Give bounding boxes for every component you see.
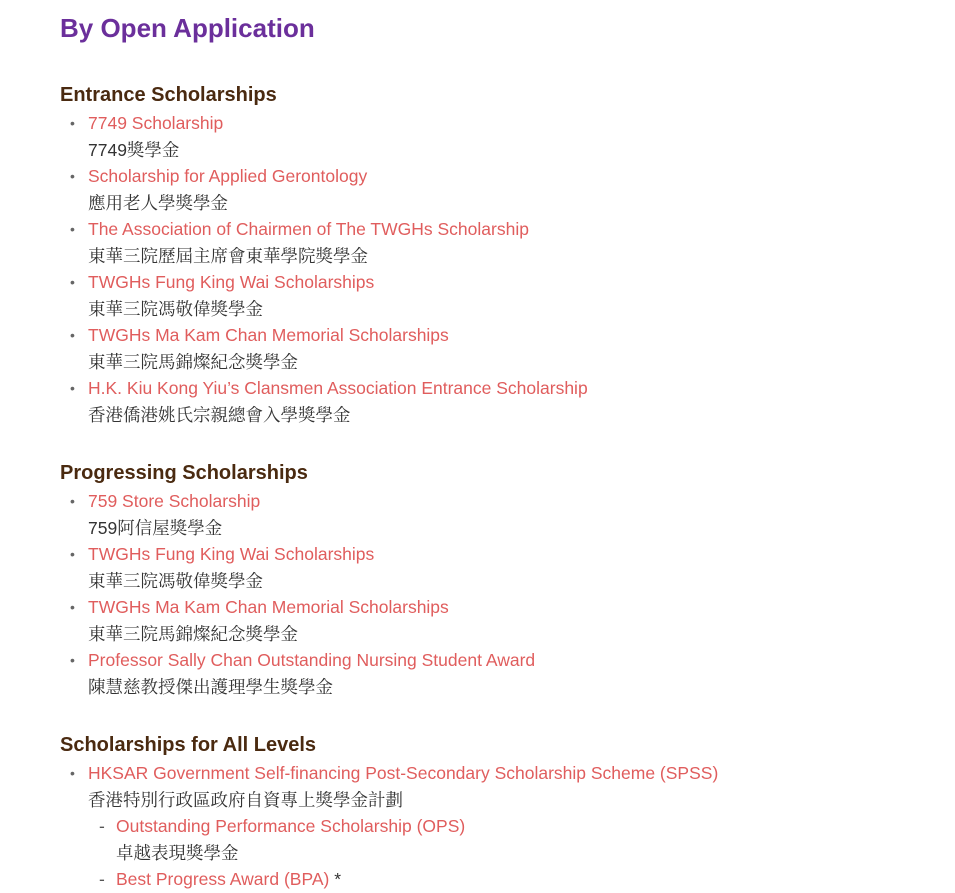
scholarship-link[interactable]: • TWGHs Fung King Wai Scholarships	[88, 544, 375, 564]
scholarship-link[interactable]: • The Association of Chairmen of The TWGHs Scholarship	[88, 219, 529, 239]
scholarship-link[interactable]: • 759 Store Scholarship	[88, 491, 261, 511]
chinese-name: 東華三院歷屆主席會東華學院獎學金	[88, 245, 368, 266]
chinese-name: 香港僑港姚氏宗親總會入學獎學金	[88, 404, 351, 425]
chinese-name: 759阿信屋獎學金	[88, 517, 223, 538]
scholarship-list	[60, 760, 940, 893]
scholarship-list	[60, 110, 940, 428]
list-item	[60, 163, 940, 216]
chinese-name: 東華三院馮敬偉獎學金	[88, 570, 263, 591]
sub-scholarship-link[interactable]: Best Progress Award (BPA)	[116, 869, 330, 889]
list-item	[60, 541, 940, 594]
scholarship-link[interactable]: • Scholarship for Applied Gerontology	[88, 166, 368, 186]
chinese-name: 卓越表現獎學金	[116, 842, 239, 863]
section-all-levels-scholarships	[60, 730, 940, 893]
list-item	[60, 216, 940, 269]
scholarship-link[interactable]: • 7749 Scholarship	[88, 113, 224, 133]
list-item	[60, 110, 940, 163]
chinese-name: 應用老人學獎學金	[88, 192, 228, 213]
chinese-name: 陳慧慈教授傑出護理學生獎學金	[88, 676, 333, 697]
chinese-name: 香港特別行政區政府自資專上獎學金計劃	[88, 789, 403, 810]
page-content	[60, 8, 940, 893]
list-item	[60, 760, 940, 893]
list-item	[60, 375, 940, 428]
chinese-name: 東華三院馮敬偉獎學金	[88, 298, 263, 319]
scholarship-link[interactable]: • HKSAR Government Self-financing Post-Secondary Scholarship Scheme (SPSS)	[88, 763, 719, 783]
chinese-name: 東華三院馬錦燦紀念獎學金	[88, 623, 298, 644]
page-title: By Open Application	[60, 13, 315, 43]
asterisk-note: *	[329, 869, 342, 889]
section-entrance-scholarships	[60, 80, 940, 428]
scholarship-link[interactable]: • TWGHs Fung King Wai Scholarships	[88, 272, 375, 292]
section-title: Scholarships for All Levels	[60, 734, 317, 756]
chinese-name: 7749獎學金	[88, 139, 180, 160]
list-item	[60, 488, 940, 541]
list-item	[60, 269, 940, 322]
scholarship-link[interactable]: • Professor Sally Chan Outstanding Nursing Student Award	[88, 650, 536, 670]
sub-list-item	[88, 866, 940, 893]
sub-list-item	[88, 813, 940, 866]
section-progressing-scholarships	[60, 458, 940, 700]
scholarship-link[interactable]: • H.K. Kiu Kong Yiu’s Clansmen Association Entrance Scholarship	[88, 378, 588, 398]
list-item	[60, 322, 940, 375]
list-item	[60, 594, 940, 647]
section-title: Entrance Scholarships	[60, 84, 277, 106]
section-title: Progressing Scholarships	[60, 462, 308, 484]
scholarship-link[interactable]: • TWGHs Ma Kam Chan Memorial Scholarships	[88, 597, 449, 617]
list-item	[60, 647, 940, 700]
sub-scholarship-list	[88, 813, 940, 893]
chinese-name: 東華三院馬錦燦紀念獎學金	[88, 351, 298, 372]
scholarship-list	[60, 488, 940, 700]
sub-scholarship-link[interactable]: - Outstanding Performance Scholarship (OPS)	[116, 816, 466, 836]
scholarship-link[interactable]: • TWGHs Ma Kam Chan Memorial Scholarships	[88, 325, 449, 345]
